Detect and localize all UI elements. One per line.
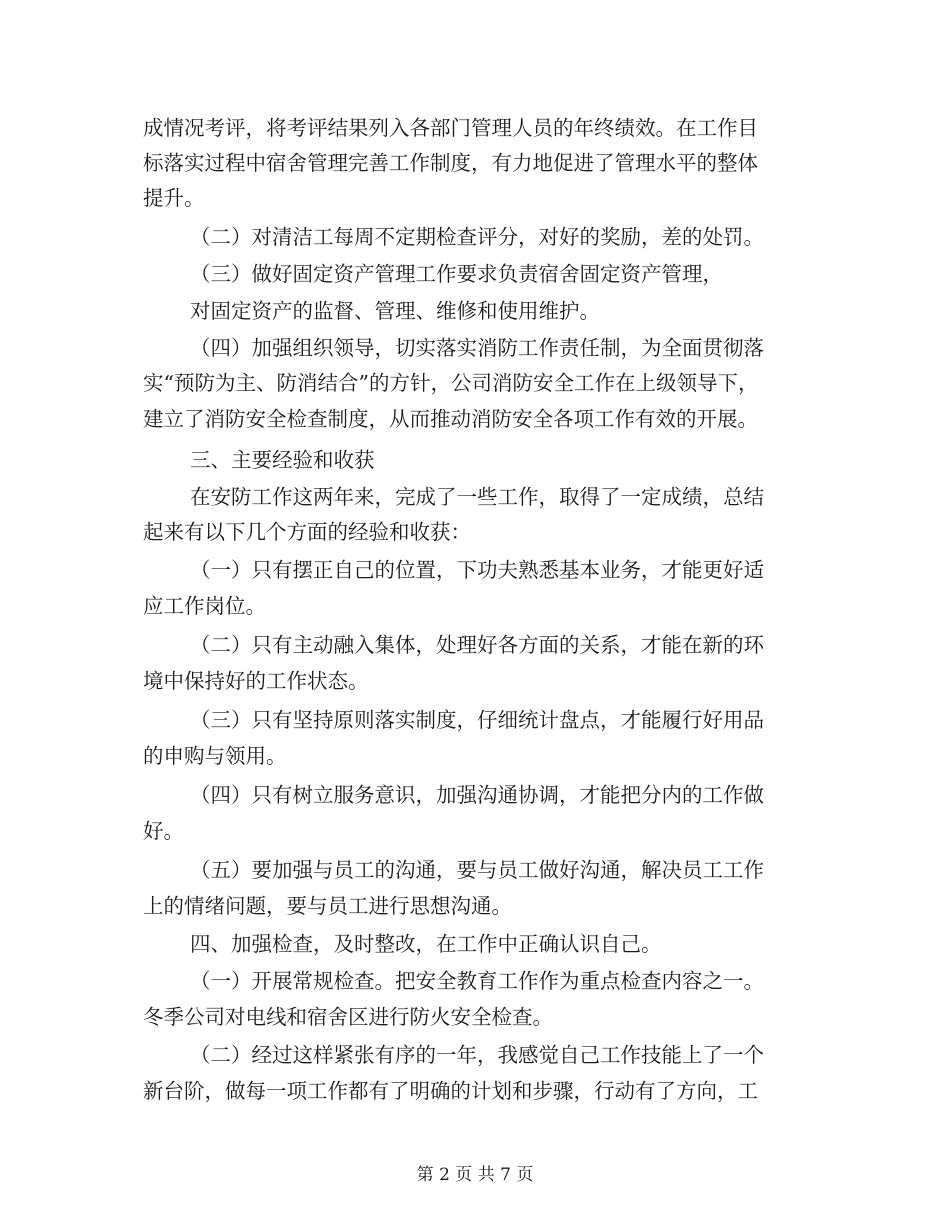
body-line: 新台阶，做每一项工作都有了明确的计划和步骤，行动有了方向，工 [143,1079,758,1103]
body-line: 对固定资产的监督、管理、维修和使用维护。 [190,299,600,323]
body-line: （二）经过这样紧张有序的一年，我感觉自己工作技能上了一个 [190,1043,764,1067]
body-line: （三）只有坚持原则落实制度，仔细统计盘点，才能履行好用品 [190,708,764,732]
body-line: （一）开展常规检查。把安全教育工作作为重点检查内容之一。 [190,969,764,993]
body-line: 在安防工作这两年来，完成了一些工作，取得了一定成绩，总结 [190,485,764,509]
page-number-footer: 第 2 页 共 7 页 [416,1165,534,1185]
body-line: 上的情绪问题，要与员工进行思想沟通。 [143,894,512,918]
body-line: （四）加强组织领导，切实落实消防工作责任制，为全面贯彻落 [190,336,764,360]
body-line: 起来有以下几个方面的经验和收获： [143,520,471,544]
body-line: 的申购与领用。 [143,744,287,768]
body-line: 成情况考评，将考评结果列入各部门管理人员的年终绩效。在工作目 [143,116,758,140]
body-line: 好。 [143,819,184,843]
body-line: 实“预防为主、防消结合”的方针，公司消防安全工作在上级领导下， [143,371,759,395]
body-line: 应工作岗位。 [143,594,266,618]
body-line: 冬季公司对电线和宿舍区进行防火安全检查。 [143,1005,553,1029]
section-heading: 四、加强检查，及时整改，在工作中正确认识自己。 [190,932,662,956]
body-line: （二）对清洁工每周不定期检查评分，对好的奖励，差的处罚。 [190,225,764,249]
body-line: （二）只有主动融入集体，处理好各方面的关系，才能在新的环 [190,633,764,657]
section-heading: 三、主要经验和收获 [190,448,375,472]
body-line: 标落实过程中宿舍管理完善工作制度，有力地促进了管理水平的整体 [143,151,758,175]
body-line: 境中保持好的工作状态。 [143,669,369,693]
body-line: （一）只有摆正自己的位置，下功夫熟悉基本业务，才能更好适 [190,558,764,582]
body-line: （三）做好固定资产管理工作要求负责宿舍固定资产管理， [190,262,723,286]
body-line: （五）要加强与员工的沟通，要与员工做好沟通，解决员工工作 [190,858,764,882]
body-line: 建立了消防安全检查制度，从而推动消防安全各项工作有效的开展。 [143,407,758,431]
body-line: （四）只有树立服务意识，加强沟通协调，才能把分内的工作做 [190,783,764,807]
body-line: 提升。 [143,186,205,210]
